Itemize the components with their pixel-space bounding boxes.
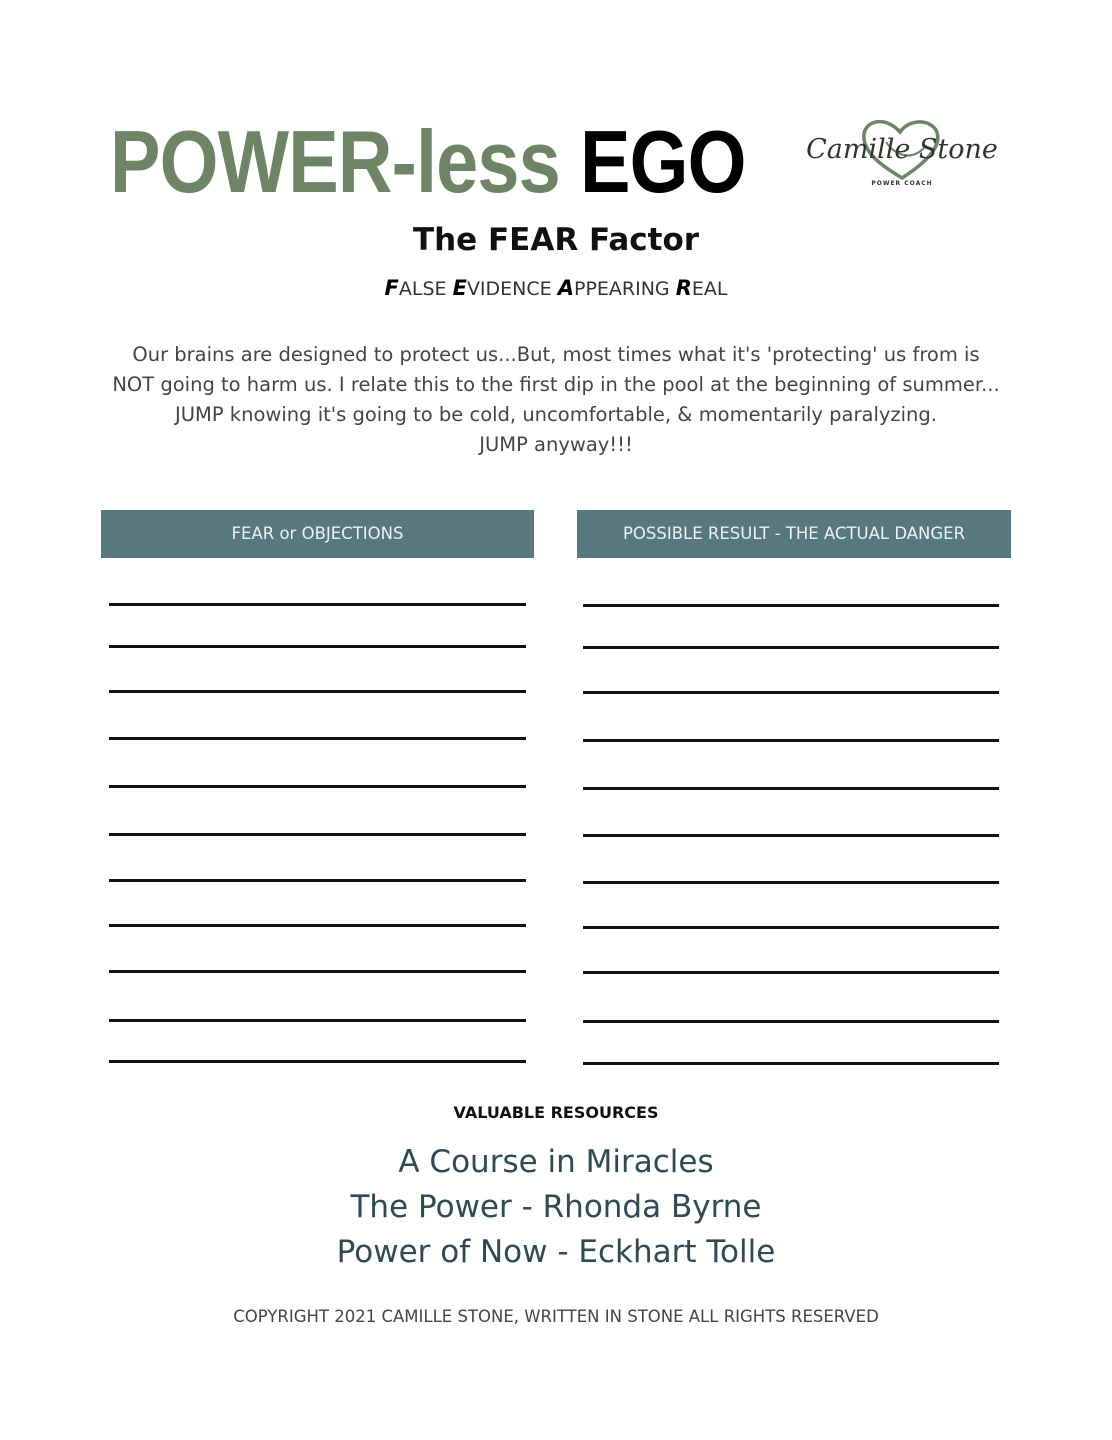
fear-writing-line[interactable] bbox=[109, 785, 526, 788]
resource-item: The Power - Rhonda Byrne bbox=[350, 1189, 762, 1225]
intro-line: JUMP knowing it's going to be cold, uncomfortable, & momentarily paralyzing. bbox=[175, 403, 937, 426]
acronym-initial-a: A bbox=[557, 276, 574, 300]
resources-list bbox=[0, 1140, 1112, 1275]
danger-writing-line[interactable] bbox=[583, 604, 999, 607]
acronym-initial-f: F bbox=[384, 276, 399, 300]
subtitle: The FEAR Factor bbox=[412, 222, 700, 258]
logo-signature: Camille Stone bbox=[806, 134, 998, 165]
logo-tagline: POWER COACH bbox=[871, 180, 933, 187]
fear-writing-line[interactable] bbox=[109, 737, 526, 740]
resource-item: Power of Now - Eckhart Tolle bbox=[336, 1234, 776, 1270]
fear-writing-line[interactable] bbox=[109, 603, 526, 606]
page-title bbox=[110, 112, 746, 212]
possible-result-header: POSSIBLE RESULT - THE ACTUAL DANGER bbox=[577, 510, 1011, 558]
acronym-rest-alse: ALSE bbox=[398, 278, 447, 300]
intro-line: NOT going to harm us. I relate this to the first dip in the pool at the beginning of summer... bbox=[112, 373, 1000, 396]
fear-writing-line[interactable] bbox=[109, 924, 526, 927]
intro-line: JUMP anyway!!! bbox=[479, 433, 633, 456]
title-ego: EGO bbox=[579, 112, 746, 211]
danger-writing-line[interactable] bbox=[583, 646, 999, 649]
danger-writing-line[interactable] bbox=[583, 691, 999, 694]
danger-writing-line[interactable] bbox=[583, 881, 999, 884]
heart-logo-icon bbox=[806, 112, 998, 192]
danger-writing-line[interactable] bbox=[583, 971, 999, 974]
danger-writing-line[interactable] bbox=[583, 739, 999, 742]
fear-writing-line[interactable] bbox=[109, 1060, 526, 1063]
danger-writing-line[interactable] bbox=[583, 926, 999, 929]
fear-writing-line[interactable] bbox=[109, 970, 526, 973]
acronym-rest-eal: EAL bbox=[691, 278, 728, 300]
acronym-initial-r: R bbox=[675, 276, 692, 300]
fear-writing-line[interactable] bbox=[109, 645, 526, 648]
acronym-rest-vidence: VIDENCE bbox=[466, 278, 552, 300]
intro-paragraph bbox=[80, 340, 1032, 460]
fear-writing-line[interactable] bbox=[109, 690, 526, 693]
danger-writing-line[interactable] bbox=[583, 834, 999, 837]
resource-item: A Course in Miracles bbox=[398, 1144, 714, 1180]
danger-writing-line[interactable] bbox=[583, 1020, 999, 1023]
danger-writing-line[interactable] bbox=[583, 787, 999, 790]
fear-writing-line[interactable] bbox=[109, 1019, 526, 1022]
fear-writing-line[interactable] bbox=[109, 833, 526, 836]
fear-acronym bbox=[0, 276, 1112, 300]
fear-writing-line[interactable] bbox=[109, 879, 526, 882]
title-power-less: POWER-less bbox=[110, 112, 560, 211]
danger-writing-line[interactable] bbox=[583, 1062, 999, 1065]
fear-objections-header: FEAR or OBJECTIONS bbox=[101, 510, 534, 558]
intro-line: Our brains are designed to protect us...But, most times what it's 'protecting' us from is bbox=[132, 343, 980, 366]
copyright-notice: COPYRIGHT 2021 CAMILLE STONE, WRITTEN IN STONE ALL RIGHTS RESERVED bbox=[233, 1307, 879, 1326]
acronym-initial-e: E bbox=[452, 276, 467, 300]
resources-title: VALUABLE RESOURCES bbox=[453, 1103, 659, 1122]
camille-stone-logo bbox=[806, 112, 998, 192]
acronym-rest-ppearing: PPEARING bbox=[573, 278, 670, 300]
